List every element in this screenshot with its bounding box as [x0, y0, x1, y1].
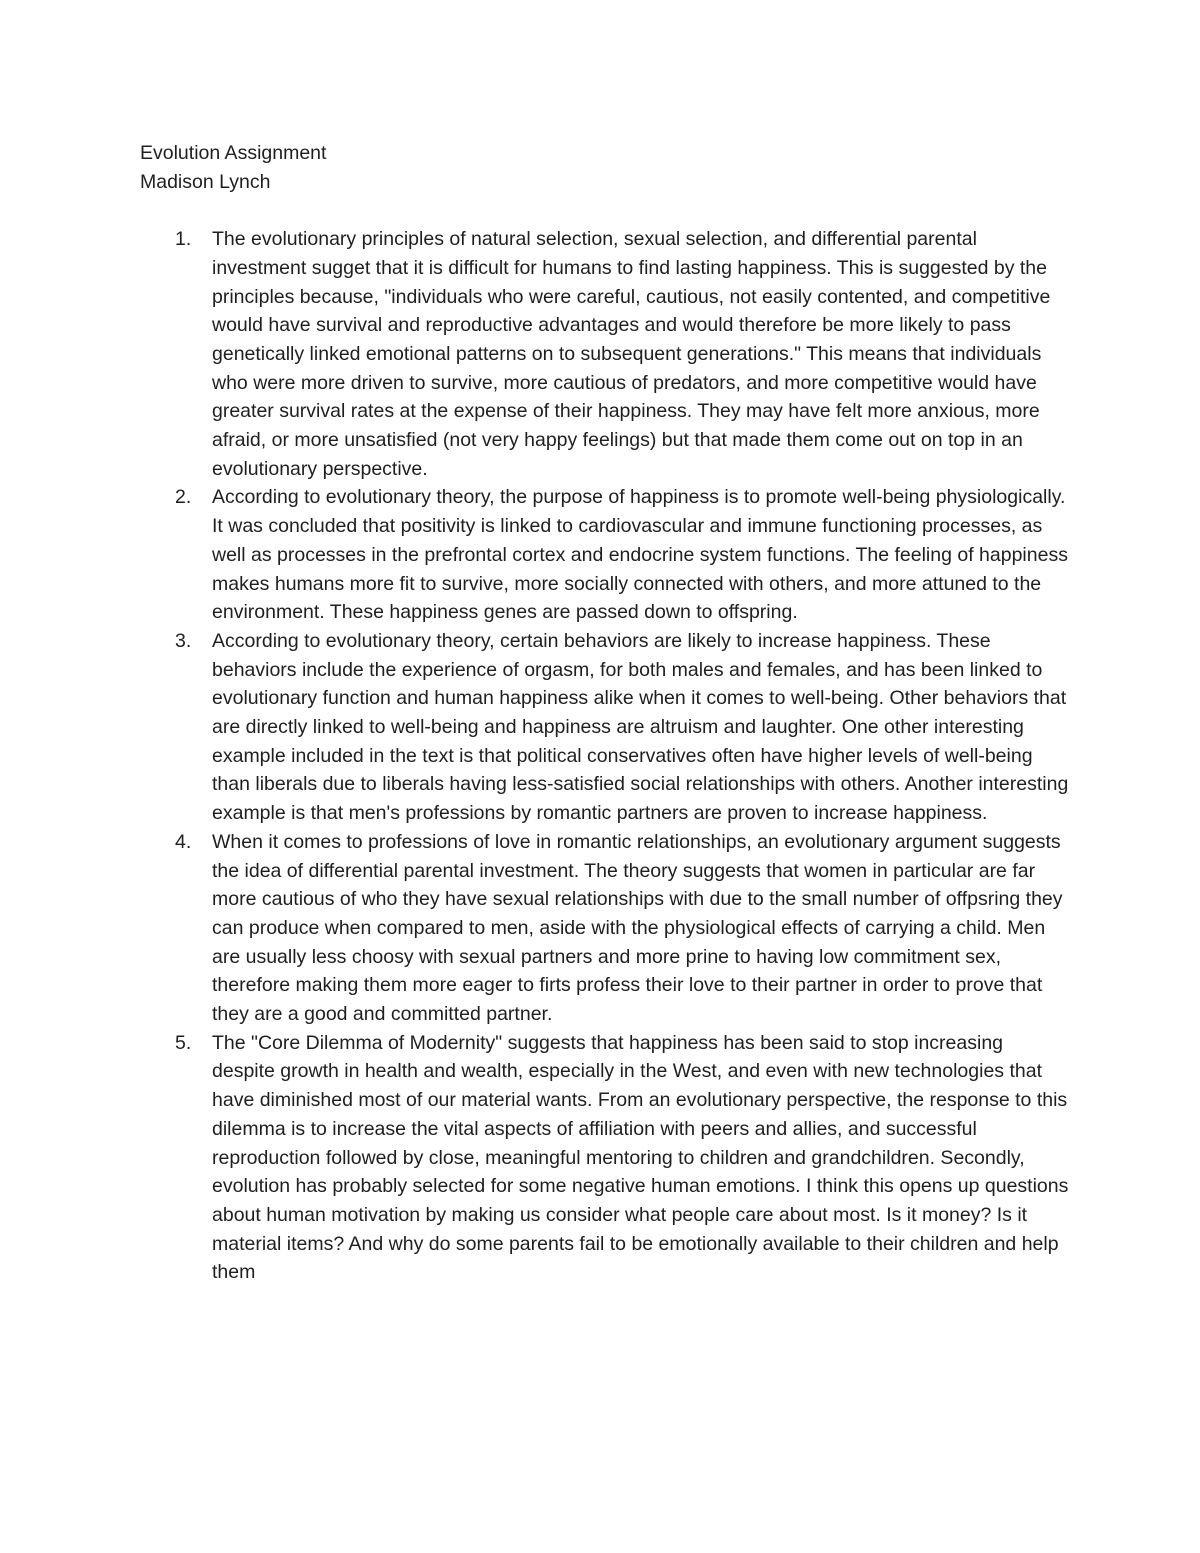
item-number: 3.: [175, 629, 192, 652]
list-item-1: [140, 225, 1070, 483]
author-name: Madison Lynch: [140, 170, 271, 193]
item-number: 2.: [175, 486, 192, 509]
list-item-3: [140, 627, 1070, 828]
document-title: Evolution Assignment: [140, 142, 327, 164]
list-item-5: [140, 1029, 1070, 1287]
item-number: 1.: [175, 228, 192, 251]
item-text: According to evolutionary theory, the purpose of happiness is to promote well-being physiologically. It was concluded that positivity is linked to cardiovascular and immune functioning processes, as well as processes in the prefrontal cortex and endocrine system functions. The feeling of happiness makes humans more fit to survive, more socially connected with others, and more attuned to the environment. These happiness genes are passed down to offspring.: [212, 486, 1068, 624]
spacer: [140, 196, 1070, 225]
list-item-2: [140, 483, 1070, 627]
item-text: When it comes to professions of love in romantic relationships, an evolutionary argument suggests the idea of differential parental investment. The theory suggests that women in particular are far more cautious of who they have sexual relationships with due to the small number of offpsring they can produce when compared to men, aside with the physiological effects of carrying a child. Men are usually less choosy with sexual partners and more prine to having low commitment sex, therefore making them more eager to firts profess their love to their partner in order to prove that they are a good and committed partner.: [212, 830, 1063, 1026]
answer-list: [140, 225, 1070, 1287]
item-text: The evolutionary principles of natural selection, sexual selection, and differential parental investment sugget that it is difficult for humans to find lasting happiness. This is suggested by the principles because, "individuals who were careful, cautious, not easily contented, and competitive would have survival and reproductive advantages and would therefore be more likely to pass genetically linked emotional patterns on to subsequent generations." This means that individuals who were more driven to survive, more cautious of predators, and more competitive would have greater survival rates at the expense of their happiness. They may have felt more anxious, more afraid, or more unsatisfied (not very happy feelings) but that made them come out on top in an evolutionary perspective.: [212, 228, 1051, 480]
document-page: [140, 139, 1070, 1287]
list-item-4: [140, 828, 1070, 1029]
item-number: 5.: [175, 1031, 192, 1054]
item-text: According to evolutionary theory, certain behaviors are likely to increase happiness. These behaviors include the experience of orgasm, for both males and females, and has been linked to evolutionary function and human happiness alike when it comes to well-being. Other behaviors that are directly linked to well-being and happiness are altruism and laughter. One other interesting example included in the text is that political conservatives often have higher levels of well-being than liberals due to liberals having less-satisfied social relationships with others. Another interesting example is that men's professions by romantic partners are proven to increase happiness.: [212, 629, 1069, 825]
item-text: The "Core Dilemma of Modernity" suggests that happiness has been said to stop increasing despite growth in health and wealth, especially in the West, and even with new technologies that have diminished most of our material wants. From an evolutionary perspective, the response to this dilemma is to increase the vital aspects of affiliation with peers and allies, and successful reproduction followed by close, meaningful mentoring to children and grandchildren. Secondly, evolution has probably selected for some negative human emotions. I think this opens up questions about human motivation by making us consider what people care about most. Is it money? Is it material items? And why do some parents fail to be emotionally available to their children and help them: [212, 1031, 1069, 1284]
item-number: 4.: [175, 830, 192, 853]
